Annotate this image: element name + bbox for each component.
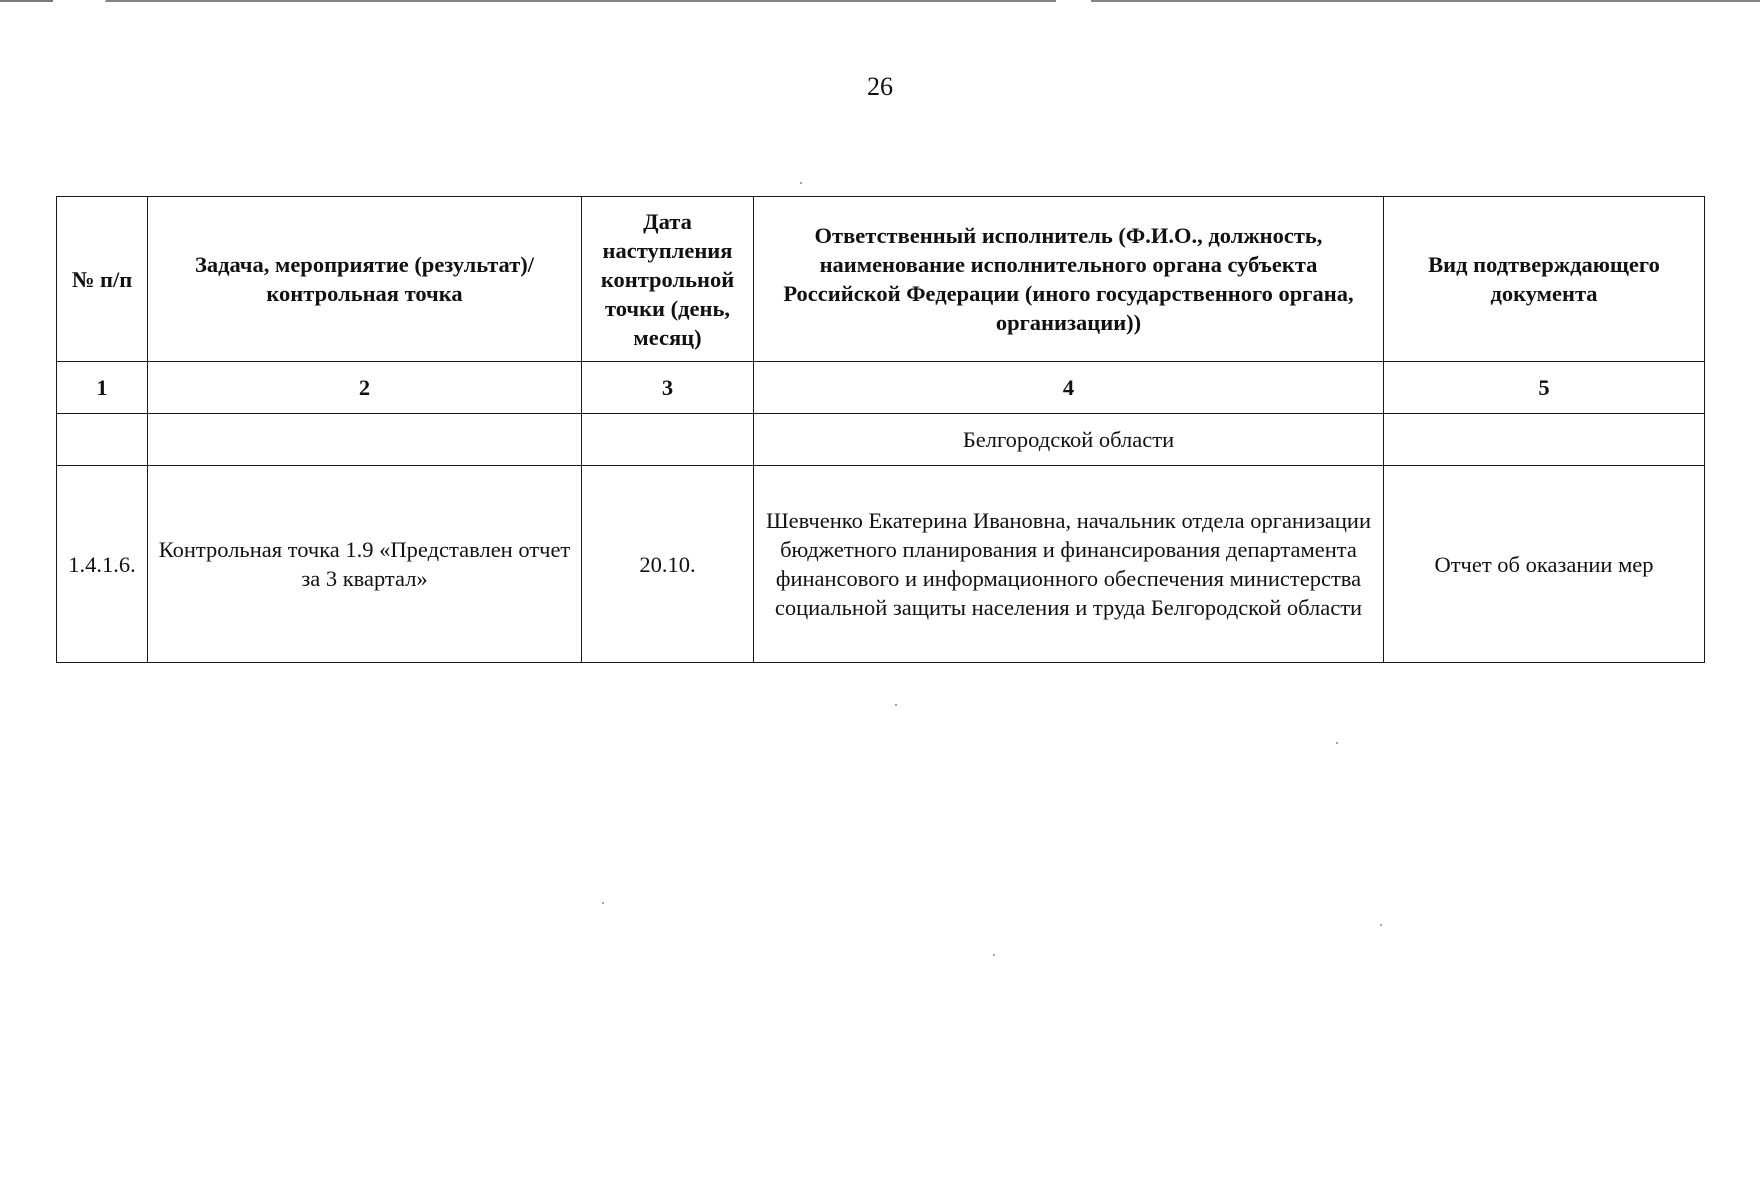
row-number-cell: 1.4.1.6.: [57, 466, 148, 663]
continuation-date-cell: [582, 414, 754, 466]
table-header-row: [57, 197, 1705, 362]
row-task-cell: Контрольная точка 1.9 «Представлен отчет за 3 квартал»: [148, 466, 582, 663]
table-row: [57, 466, 1705, 663]
control-points-table: [56, 196, 1705, 663]
header-date: Дата наступления контрольной точки (день, месяц): [582, 197, 754, 362]
continuation-num-cell: [57, 414, 148, 466]
header-executor: Ответственный исполнитель (Ф.И.О., должность, наименование исполнительного органа субъекта Российской Федерации (иного государственного органа, организации)): [754, 197, 1384, 362]
continuation-doc-cell: [1384, 414, 1705, 466]
row-executor-cell: Шевченко Екатерина Ивановна, начальник отдела организации бюджетного планирования и финансирования департамента финансового и информационного обеспечения министерства социальной защиты населения и труда Белгородской области: [754, 466, 1384, 663]
continuation-row: [57, 414, 1705, 466]
header-task: Задача, мероприятие (результат)/ контрольная точка: [148, 197, 582, 362]
scan-speck: [993, 954, 995, 956]
column-number-row: [57, 362, 1705, 414]
page-number: 26: [867, 72, 893, 101]
scan-speck: [1336, 742, 1338, 744]
column-number: 3: [582, 362, 754, 414]
scan-speck: [895, 704, 897, 706]
header-num: № п/п: [57, 197, 148, 362]
column-number: 1: [57, 362, 148, 414]
scan-speck: [800, 182, 802, 184]
scan-speck: [602, 902, 604, 904]
row-document-cell: Отчет об оказании мер: [1384, 466, 1705, 663]
column-number: 4: [754, 362, 1384, 414]
scan-top-edge: [0, 0, 1760, 2]
row-date-cell: 20.10.: [582, 466, 754, 663]
header-document: Вид подтверждающего документа: [1384, 197, 1705, 362]
column-number: 5: [1384, 362, 1705, 414]
continuation-executor-cell: Белгородской области: [754, 414, 1384, 466]
column-number: 2: [148, 362, 582, 414]
scan-speck: [1380, 924, 1382, 926]
continuation-task-cell: [148, 414, 582, 466]
